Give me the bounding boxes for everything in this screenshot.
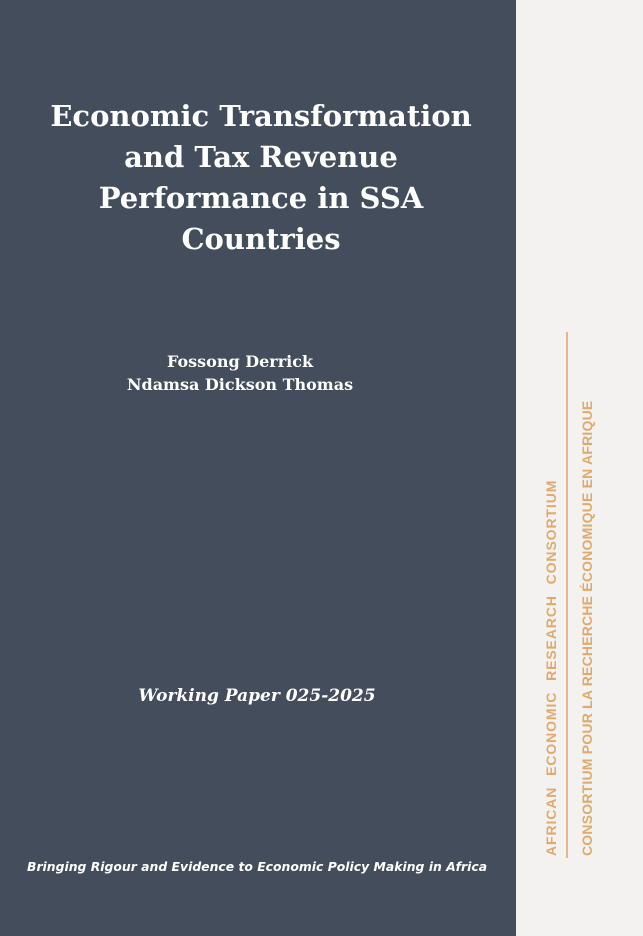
paper-title: Economic Transformation and Tax Revenue Performance in SSA Countries — [50, 99, 472, 256]
tagline: Bringing Rigour and Evidence to Economic Policy Making in Africa — [27, 859, 488, 874]
author-1: Fossong Derrick — [166, 352, 314, 371]
org-name-english: AFRICAN ECONOMIC RESEARCH CONSORTIUM — [543, 479, 559, 856]
org-name-french: CONSORTIUM POUR LA RECHERCHE ÉCONOMIQUE EN AFRIQUE — [579, 400, 595, 856]
author-2: Ndamsa Dickson Thomas — [126, 375, 354, 394]
vertical-divider — [566, 332, 568, 858]
authors — [20, 350, 460, 396]
working-paper-number: Working Paper 025-2025 — [138, 686, 376, 706]
